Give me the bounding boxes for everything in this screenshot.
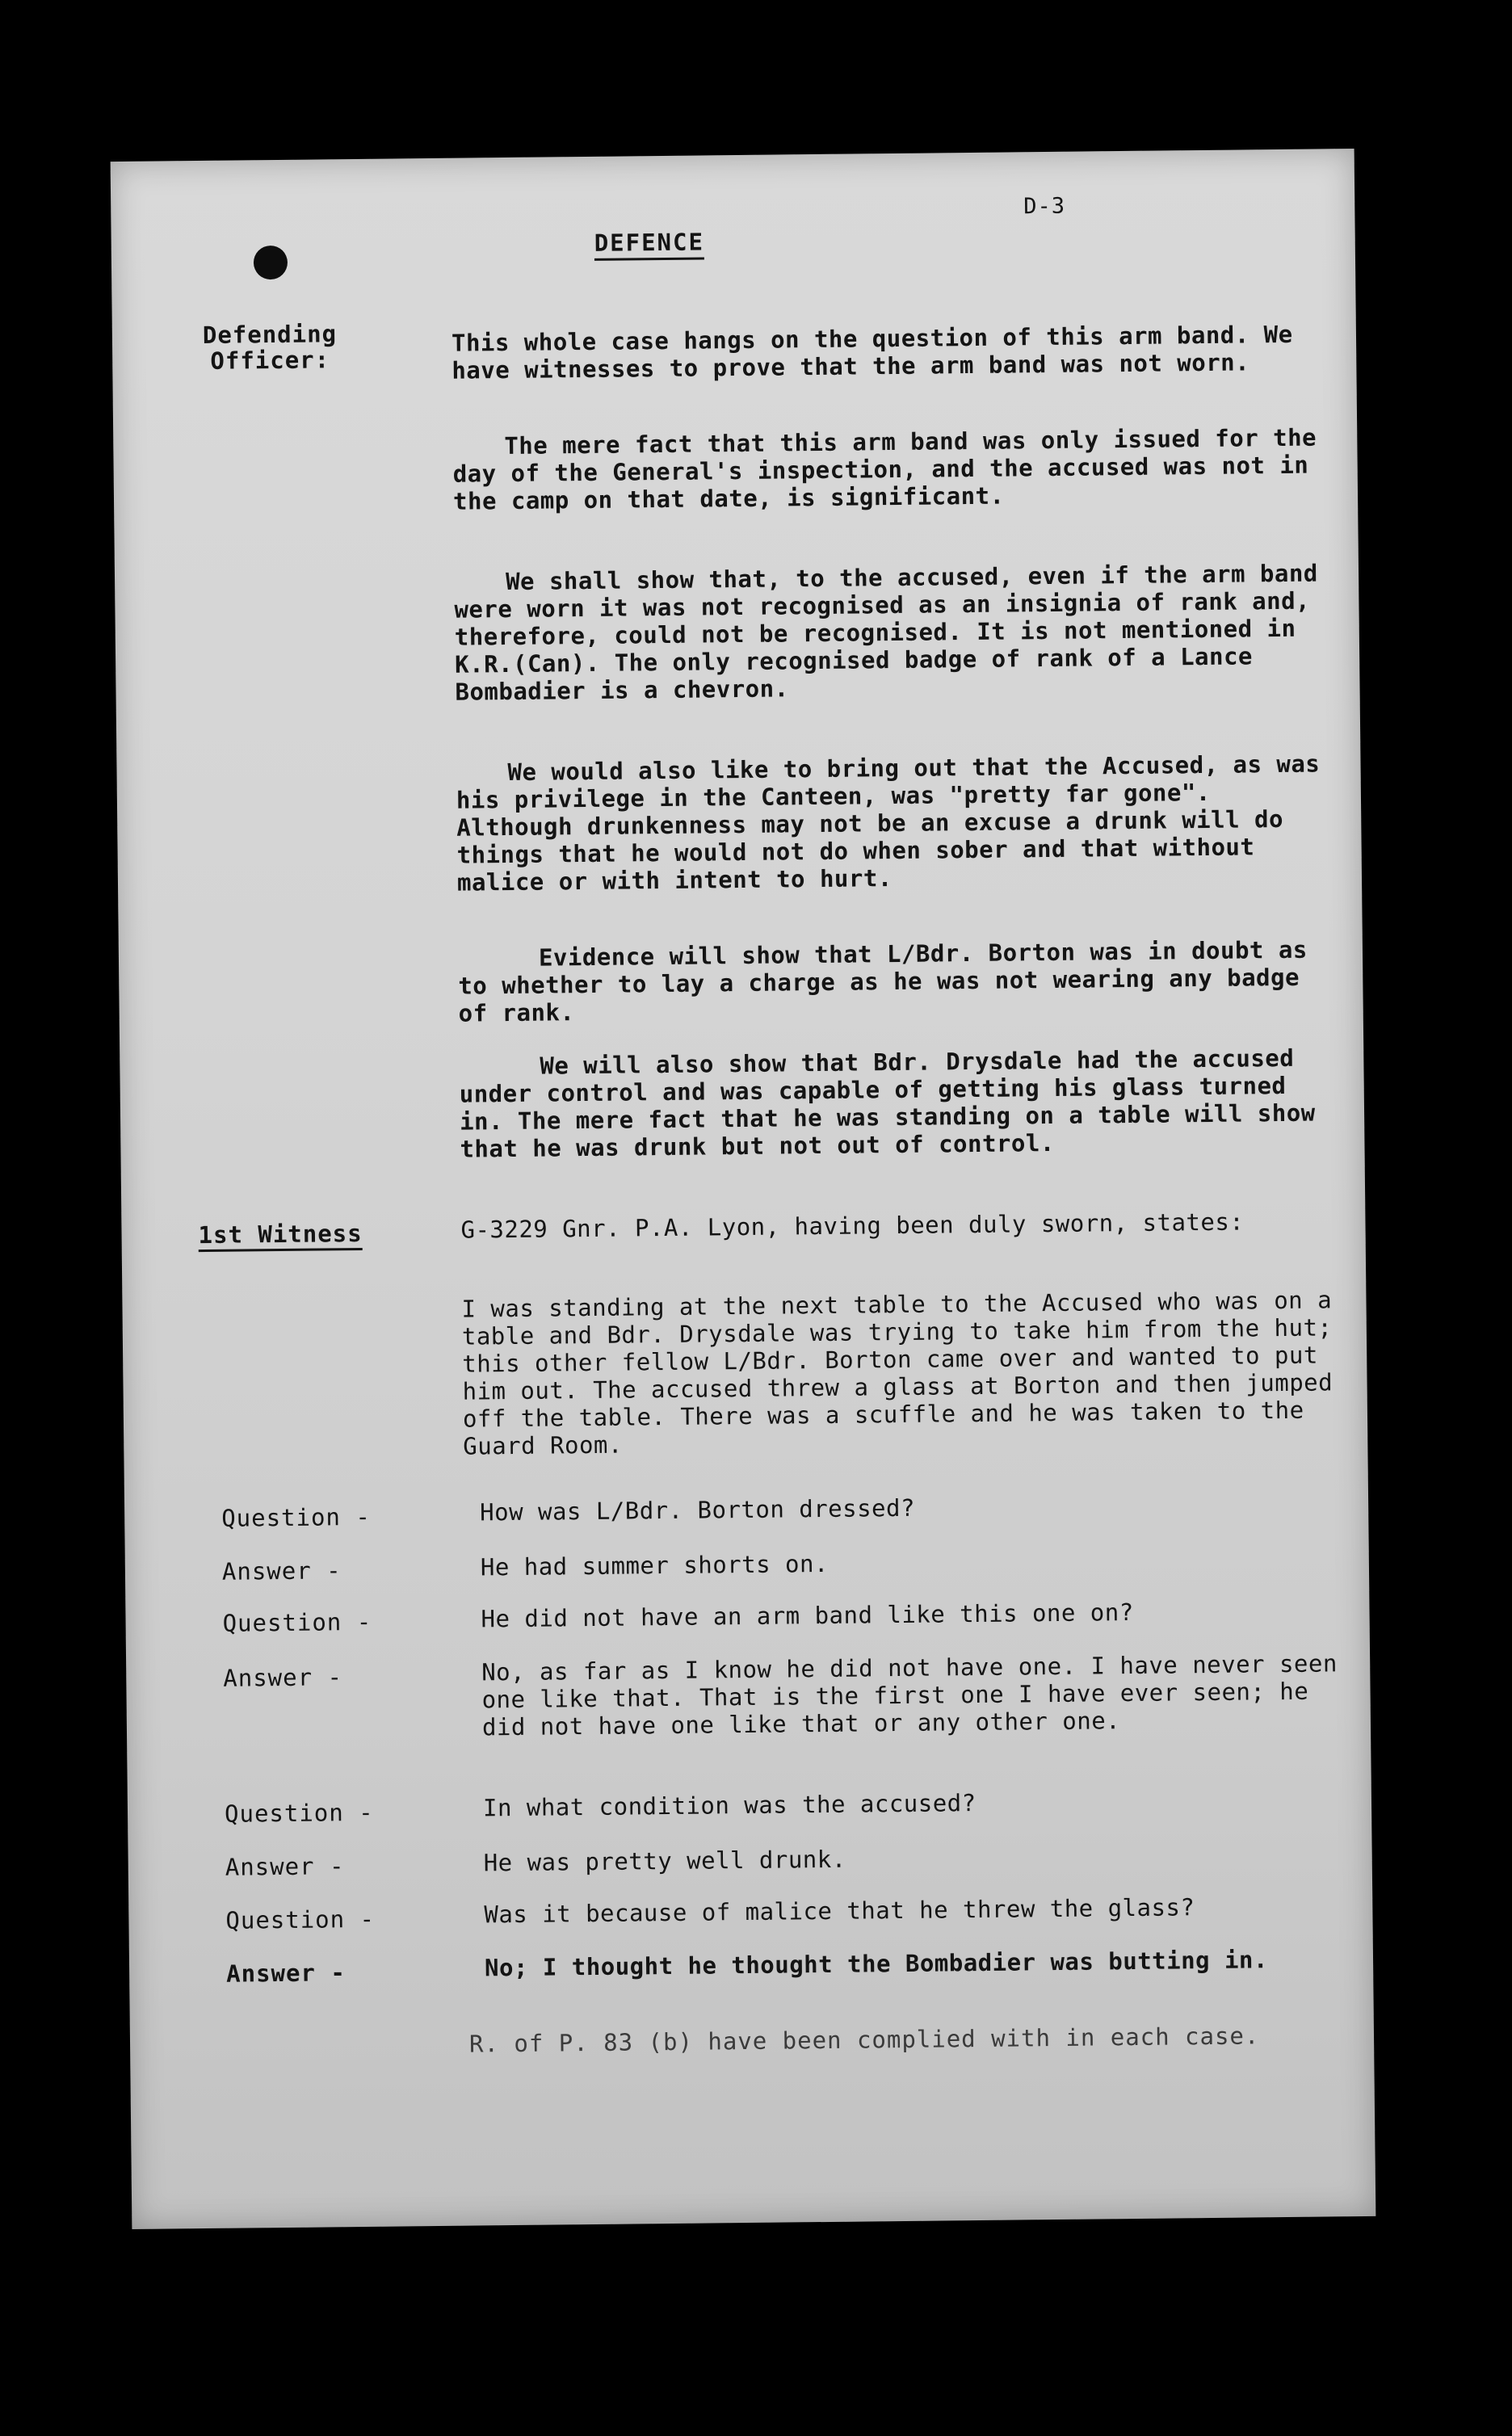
qa-label-1: Question -	[221, 1502, 372, 1532]
qa-label-8: Answer -	[225, 1959, 346, 1988]
qa-text-3: He did not have an arm band like this one on?	[481, 1598, 1134, 1633]
defence-paragraph-1: This whole case hangs on the question of this arm band. We have witnesses to prove that the arm band was not worn.	[451, 320, 1293, 384]
qa-text-1: How was L/Bdr. Borton dressed?	[479, 1493, 916, 1527]
procedure-compliance-note: R. of P. 83 (b) have been complied with in each case.	[468, 2022, 1260, 2058]
document-page	[111, 149, 1376, 2229]
punch-hole	[254, 246, 288, 279]
qa-text-6: He was pretty well drunk.	[483, 1845, 846, 1877]
witness-statement: I was standing at the next table to the Accused who was on a table and Bdr. Drysdale was trying to take him from the hut; this other fellow L/Bdr. Borton came over and wanted to put him out. The accused threw a glass at Borton and then jumped off the table. There was a scuffle and he was taken to the Guard Room.	[461, 1286, 1334, 1460]
defence-paragraph-6: We will also show that Bdr. Drysdale had the accused under control and was capable of getting his glass turned in. The mere fact that he was standing on a table will show that he was drunk but not out of control.	[459, 1044, 1316, 1163]
defence-paragraph-3: We shall show that, to the accused, even if the arm band were worn it was not recognised as an insignia of rank and, therefore, could not be recognised. It is not mentioned in K.R.(Can). The only recognised badge of rank of a Lance Bombadier is a chevron.	[454, 559, 1318, 706]
defence-paragraph-4: We would also like to bring out that the Accused, as was his privilege in the Canteen, was "pretty far gone". Although drunkenness may not be an excuse a drunk will do things that he would not do when sober and that without malice or with intent to hurt.	[456, 750, 1321, 897]
speaker-label-defending-officer: Defending Officer:	[202, 320, 338, 375]
qa-label-4: Answer -	[223, 1663, 343, 1692]
qa-text-4: No, as far as I know he did not have one. I have never seen one like that. That is the first one I have ever seen; he did not have one like that or any other one.	[481, 1649, 1338, 1741]
qa-text-7: Was it because of malice that he threw the glass?	[484, 1893, 1195, 1929]
qa-text-2: He had summer shorts on.	[480, 1549, 830, 1581]
witness-intro: G-3229 Gnr. P.A. Lyon, having been duly sworn, states:	[460, 1208, 1245, 1244]
qa-text-5: In what condition was the accused?	[482, 1789, 976, 1822]
qa-label-5: Question -	[224, 1798, 374, 1828]
speaker-label-first-witness: 1st Witness	[198, 1220, 362, 1252]
defence-paragraph-2: The mere fact that this arm band was only issued for the day of the General's inspection, and the accused was not in the camp on that date, is significant.	[452, 423, 1317, 515]
qa-label-7: Question -	[225, 1905, 376, 1934]
page-reference: D-3	[1023, 193, 1066, 220]
qa-label-3: Question -	[222, 1607, 372, 1637]
page-heading: DEFENCE	[594, 228, 705, 260]
qa-text-8: No; I thought he thought the Bombadier was butting in.	[484, 1946, 1269, 1982]
defence-paragraph-5: Evidence will show that L/Bdr. Borton was in doubt as to whether to lay a charge as he was not wearing any badge of rank.	[458, 935, 1308, 1027]
qa-label-2: Answer -	[221, 1556, 342, 1586]
qa-label-6: Answer -	[225, 1852, 345, 1881]
